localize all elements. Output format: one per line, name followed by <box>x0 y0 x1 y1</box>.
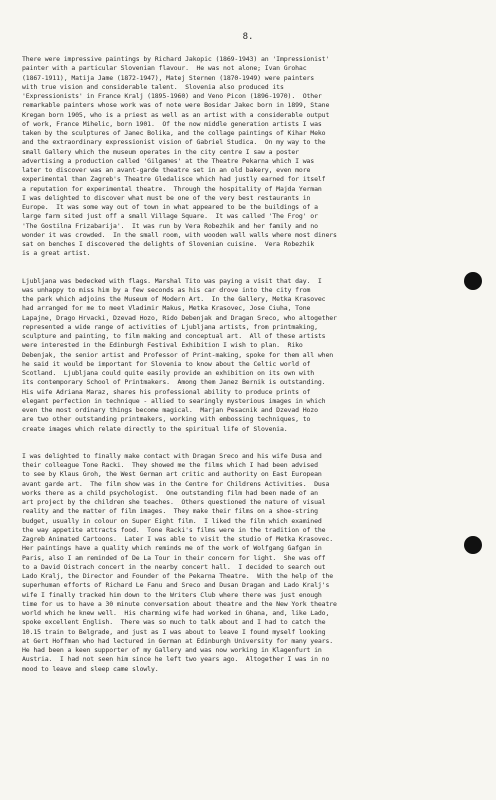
text-line: are two other outstanding printmakers, working with embossing techniques, to <box>22 415 311 424</box>
text-line: avant garde art. The film show was in the Centre for Childrens Activities. Dusa <box>22 479 330 488</box>
text-line: Her paintings have a quality which reminds me of the work of Wolfgang Gafgan in <box>22 544 322 553</box>
text-line: painter with a particular Slovenian flavour. He was not alone; Ivan Grohac <box>22 64 307 73</box>
text-line: His wife Adriana Maraz, shares his professional ability to produce prints of <box>22 387 311 396</box>
text-line: of work, France Mihelic, born 1901. Of the now middle generation artists I was <box>22 119 322 128</box>
text-line: elegant perfection in technique - allied to searingly mysterious images in which <box>22 396 326 405</box>
text-line: with true vision and considerable talent. Slovenia also produced its <box>22 82 284 91</box>
text-line: superhuman efforts of Richard Le Fanu and Sreco and Dusan Dragan and Lado Kralj's <box>22 581 330 590</box>
text-line: even the most ordinary things become magical. Marjan Pesacnik and Dzevad Hozo <box>22 406 318 414</box>
paragraph-ljubljana <box>22 277 472 434</box>
text-line: I was delighted to discover what must be one of the very best restaurants in <box>22 193 311 202</box>
text-line: advertising a production called 'Gilgames' at the Theatre Pekarna which I was <box>22 156 315 165</box>
text-line: mood to leave and sleep came slowly. <box>22 664 159 673</box>
text-line: sat on benches I discovered the delights of Slovenian cuisine. Vera Robezhik <box>22 240 315 248</box>
text-line: Paris, also I am reminded of De La Tour in their concern for light. She was off <box>22 553 326 562</box>
text-line: 'The Gostilna Frizabarija'. It was run by Vera Robezhik and her family and no <box>22 221 318 230</box>
text-line: he said it would be important for Slovenia to know about the Celtic world of <box>22 359 311 368</box>
text-line: experimental than Zagreb's Theatre Gledalisce which had justly earned for itself <box>22 175 326 184</box>
text-line: Lapajne, Drago Hrvacki, Dzevad Hozo, Rido Debenjak and Dragan Sreco, who altogether <box>22 313 337 322</box>
text-line: small Gallery which the museum operates in the city centre I saw a poster <box>22 147 299 156</box>
text-line: Lado Kralj, the Director and Founder of the Pekarna Theatre. With the help of the <box>22 572 334 580</box>
text-line: Kregan born 1905, who is a priest as well as an artist with a considerable output <box>22 110 330 119</box>
text-line: is a great artist. <box>22 249 91 258</box>
text-line: He had been a keen supporter of my Gallery and was now working in Klagenfurt in <box>22 646 322 654</box>
text-line: wonder it was crowded. In the small room, with wooden wall walls where most diners <box>22 230 337 239</box>
text-line: time for us to have a 30 minute conversation about theatre and the New York theatre <box>22 599 337 608</box>
text-line: Ljubljana was bedecked with flags. Marshal Tito was paying a visit that day. I <box>22 276 322 285</box>
text-line: 10.15 train to Belgrade, and just as I was about to leave I found myself looking <box>22 627 326 636</box>
text-line: had arranged for me to meet Vladimir Makus, Metka Krasovec, Jose Ciuha, Tone <box>22 304 311 313</box>
text-line: 'Expressionists' in France Kralj (1895-1960) and Veno Picon (1896-1970). Other <box>22 92 322 100</box>
text-line: world which he knew well. His charming wife had worked in Ghana, and, like Lado, <box>22 609 330 617</box>
text-line: the park which adjoins the Museum of Modern Art. In the Gallery, Metka Krasovec <box>22 295 326 303</box>
text-line: at Gert Hoffman who had lectured in German at Edinburgh University for many years. <box>22 636 334 645</box>
text-line: taken by the sculptures of Janec Bolika, and the collage paintings of Kihar Meko <box>22 129 326 137</box>
text-line: (1867-1911), Matija Jame (1872-1947), Matej Sternen (1870-1949) were painters <box>22 73 315 82</box>
text-line: Austria. I had not seen him since he left two years ago. Altogether I was in no <box>22 655 330 664</box>
text-line: to see by Klaus Groh, the West German art critic and authority on East European <box>22 470 322 479</box>
text-line: its contemporary School of Printmakers. Among them Janez Bernik is outstanding. <box>22 378 326 387</box>
paragraph-sreco <box>22 452 472 674</box>
text-line: Zagreb Animated Cartoons. Later I was able to visit the studio of Metka Krasovec. <box>22 535 334 543</box>
binder-hole-upper <box>464 272 482 290</box>
text-line: their colleague Tone Racki. They showed me the films which I had been advised <box>22 461 318 469</box>
text-line: the way appetite attracts food. Tone Racki's films were in the tradition of the <box>22 525 326 534</box>
text-line: create images which relate directly to the spiritual life of Slovenia. <box>22 424 288 433</box>
paragraph-jakopic <box>22 55 472 259</box>
text-line: was unhappy to miss him by a few seconds as his car drove into the city from <box>22 285 311 294</box>
text-line: and the extraordinary expressionist vision of Gabriel Studica. On my way to the <box>22 138 326 147</box>
document-body <box>22 55 472 674</box>
text-line: wife I finally tracked him down to the Writers Club where there was just enough <box>22 590 322 599</box>
text-line: spoke excellent English. There was so much to talk about and I had to catch the <box>22 618 326 627</box>
text-line: a reputation for experimental theatre. Through the hospitality of Majda Yerman <box>22 184 322 193</box>
text-line: represented a wide range of activities of Ljubljana artists, from printmaking, <box>22 322 318 331</box>
page-number: 8. <box>242 32 254 42</box>
text-line: Scotland. Ljubljana could quite easily provide an exhibition on its own with <box>22 369 315 377</box>
text-line: works there as a child psychologist. One outstanding film had been made of an <box>22 488 318 497</box>
text-line: reality and the matter of film images. They make their films on a shoe-string <box>22 507 318 516</box>
text-line: later to discover was an avant-garde theatre set in an old bakery, even more <box>22 166 311 174</box>
text-line: to a David Oistrach concert in the nearby concert hall. I decided to search out <box>22 562 326 571</box>
text-line: remarkable painters whose work was of note were Bosidar Jakec born in 1899, Stane <box>22 101 330 110</box>
text-line: Debenjak, the senior artist and Professor of Print-making, spoke for them all when <box>22 350 334 359</box>
text-line: budget, usually in colour on Super Eight film. I liked the film which examined <box>22 516 322 525</box>
text-line: Europe. It was some way out of town in what appeared to be the buildings of a <box>22 203 318 211</box>
text-line: large farm sited just off a small Village Square. It was called 'The Frog' or <box>22 212 318 221</box>
text-line: There were impressive paintings by Richard Jakopic (1869-1943) an 'Impressionist' <box>22 55 330 63</box>
text-line: sculpture and painting, to film making and conceptual art. All of these artists <box>22 332 326 340</box>
text-line: were interested in the Edinburgh Festival Exhibition I wish to plan. Riko <box>22 341 303 350</box>
binder-hole-lower <box>464 536 482 554</box>
text-line: art project by the children she teaches. Others questioned the nature of visual <box>22 498 326 506</box>
text-line: I was delighted to finally make contact with Dragan Sreco and his wife Dusa and <box>22 451 322 460</box>
